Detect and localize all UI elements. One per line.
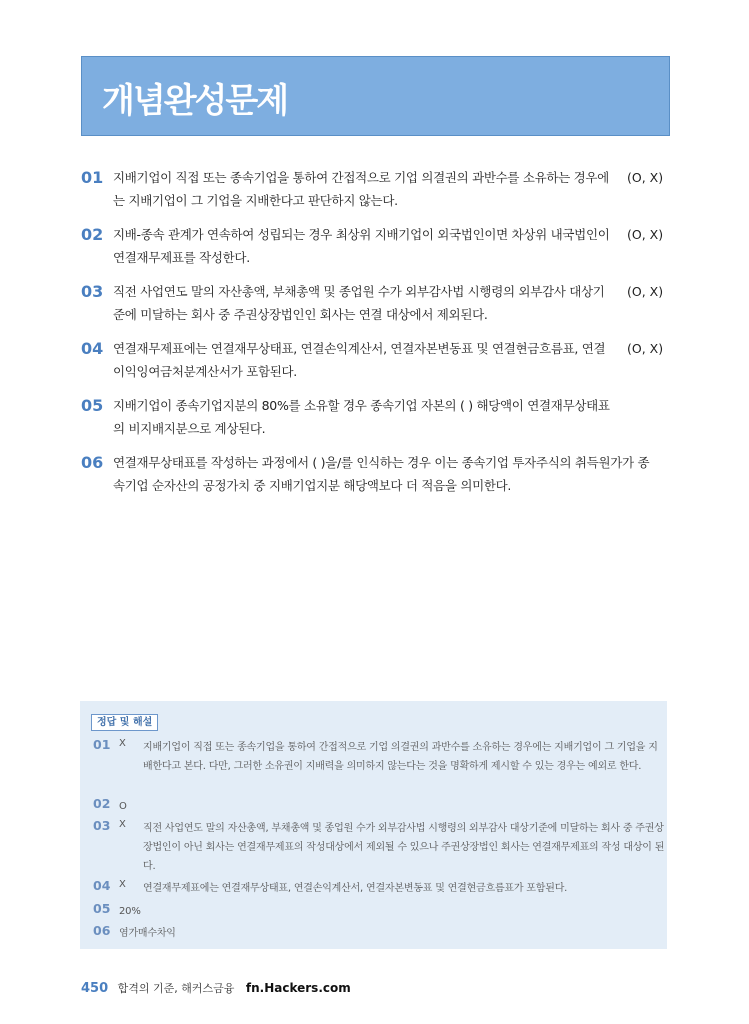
question-item — [81, 280, 671, 337]
answer-text: 20% — [119, 906, 141, 917]
footer — [81, 980, 351, 996]
question-number: 04 — [81, 339, 104, 358]
answer-label: 정답 및 해설 — [91, 714, 158, 731]
question-item — [81, 451, 671, 508]
answer-text: 연결재무제표에는 연결재무상태표, 연결손익계산서, 연결자본변동표 및 연결현금흐름표가 포함된다. — [143, 883, 568, 894]
answer-ox: X — [119, 819, 126, 830]
answer-text: 염가매수차익 — [119, 928, 176, 939]
answer-number: 03 — [93, 818, 111, 833]
answer-ox: X — [119, 879, 126, 890]
footer-site: fn.Hackers.com — [245, 981, 351, 995]
question-number: 01 — [81, 168, 104, 187]
title-banner — [81, 56, 670, 136]
page-number: 450 — [81, 981, 109, 996]
question-text: 지배기업이 직접 또는 종속기업을 통하여 간접적으로 기업 의결권의 과반수를 소유하는 경우에는 지배기업이 그 기업을 지배한다고 판단하지 않는다. — [113, 170, 609, 208]
ox-choice: (O, X) — [627, 170, 664, 185]
answer-number: 01 — [93, 737, 111, 752]
footer-tagline: 합격의 기준, 해커스금융 — [117, 982, 235, 995]
answer-text: O — [119, 801, 127, 812]
ox-choice: (O, X) — [627, 284, 664, 299]
question-number: 05 — [81, 396, 104, 415]
question-number: 03 — [81, 282, 104, 301]
answer-number: 04 — [93, 878, 111, 893]
ox-choice: (O, X) — [627, 341, 664, 356]
question-text: 지배기업이 종속기업지분의 80%를 소유할 경우 종속기업 자본의 ( ) 해당액이 연결재무상태표의 비지배지분으로 계상된다. — [113, 398, 610, 436]
question-text: 연결재무제표에는 연결재무상태표, 연결손익계산서, 연결자본변동표 및 연결현금흐름표, 연결이익잉여금처분계산서가 포함된다. — [113, 341, 606, 379]
ox-choice: (O, X) — [627, 227, 664, 242]
page-title: 개념완성문제 — [102, 81, 288, 121]
question-number: 06 — [81, 453, 104, 472]
answer-box — [80, 701, 667, 949]
question-item — [81, 223, 671, 280]
question-item — [81, 337, 671, 394]
question-number: 02 — [81, 225, 104, 244]
answer-ox: X — [119, 738, 126, 749]
answer-number: 06 — [93, 923, 111, 938]
question-item — [81, 166, 671, 223]
question-text: 지배-종속 관계가 연속하여 성립되는 경우 최상위 지배기업이 외국법인이면 차상위 내국법인이 연결재무제표를 작성한다. — [113, 227, 610, 265]
answer-number: 05 — [93, 901, 111, 916]
answer-number: 02 — [93, 796, 111, 811]
question-list — [81, 166, 671, 508]
question-text: 직전 사업연도 말의 자산총액, 부채총액 및 종업원 수가 외부감사법 시행령의 외부감사 대상기준에 미달하는 회사 중 주권상장법인인 회사는 연결 대상에서 제외된다. — [113, 284, 605, 322]
answer-text: 직전 사업연도 말의 자산총액, 부채총액 및 종업원 수가 외부감사법 시행령의 외부감사 대상기준에 미달하는 회사 중 주권상장법인이 아닌 회사는 연결재무제표의 작성대상에서 제외될 수 있으나 주권상장법인 회사는 연결재무제표의 작성 대상이 된다. — [143, 823, 665, 872]
question-item — [81, 394, 671, 451]
question-text: 연결재무상태표를 작성하는 과정에서 ( )을/를 인식하는 경우 이는 종속기업 투자주식의 취득원가가 종속기업 순자산의 공정가치 중 지배기업지분 해당액보다 더 적음을 의미한다. — [113, 455, 650, 493]
answer-text: 지배기업이 직접 또는 종속기업을 통하여 간접적으로 기업 의결권의 과반수를 소유하는 경우에는 지배기업이 그 기업을 지배한다고 본다. 다만, 그러한 소유권이 지배력을 의미하지 않는다는 것을 명확하게 제시할 수 있는 경우는 예외로 한다. — [143, 742, 658, 772]
